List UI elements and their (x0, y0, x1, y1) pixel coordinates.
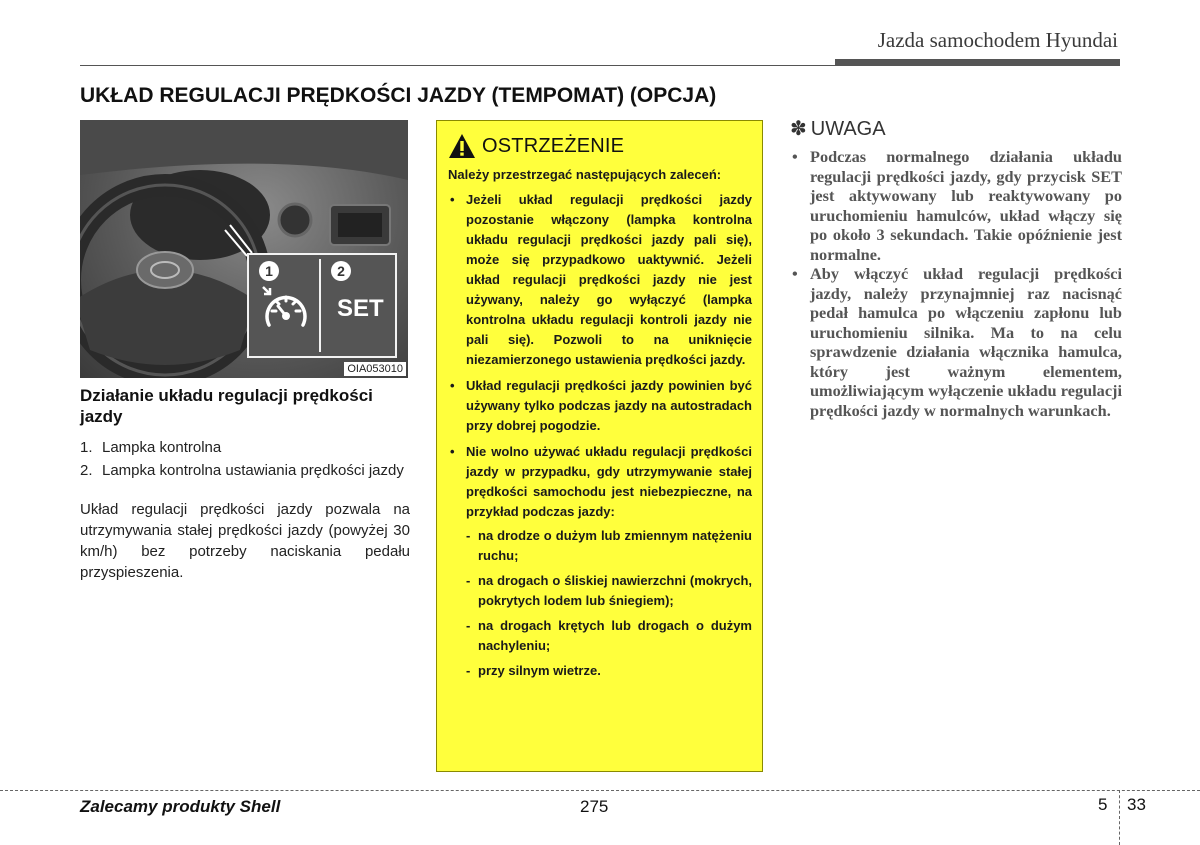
bullet-dot: • (450, 192, 455, 207)
warning-item (448, 442, 752, 681)
bullet-dot: • (792, 147, 798, 166)
bullet-dot: • (450, 444, 455, 459)
warning-item (448, 376, 752, 436)
note-title: UWAGA (810, 118, 886, 140)
set-indicator-label: SET (337, 295, 384, 322)
cruise-control-icon (261, 285, 311, 335)
footer-vertical-divider (1119, 790, 1120, 845)
warning-subitem: - na drogach krętych lub drogach o dużym nachyleniu; (466, 618, 752, 653)
legend-text: Lampka kontrolna (102, 439, 222, 456)
warning-subitem-text: na drogach krętych lub drogach o dużym nachyleniu; (478, 618, 752, 653)
warning-item-text: Jeżeli układ regulacji prędkości jazdy pozostanie włączony (lampka kontrolna układu regulacji prędkości jazdy pali się), może się przypadkowo uaktywnić. Jeżeli układ regulacji prędkości jazdy nie jest używany, należy go wyłączyć (lampka kontrolna układu regulacji kontroli jazdy nie pali się). Pozwoli to na uniknięcie niezamierzonego ustawienia prędkości jazdy. (466, 192, 752, 367)
legend-number: 1. (80, 439, 93, 456)
warning-intro: Należy przestrzegać następujących zaleceń: (448, 167, 722, 182)
callout-2-badge (331, 261, 351, 281)
legend-number: 2. (80, 462, 93, 479)
warning-subitem: - na drodze o dużym lub zmiennym natężeniu ruchu; (466, 528, 752, 563)
warning-subitem: - na drogach o śliskiej nawierzchni (mokrych, pokrytych lodem lub śniegiem); (466, 573, 752, 608)
note-star-icon: ✽ (790, 118, 807, 140)
legend-item (80, 460, 410, 481)
warning-subitem-text: na drogach o śliskiej nawierzchni (mokrych, pokrytych lodem lub śniegiem); (478, 573, 752, 608)
figure-heading: Działanie układu regulacji prędkości jazdy (80, 386, 373, 426)
note-item (790, 264, 1122, 420)
warning-box (436, 120, 763, 772)
warning-item (448, 190, 752, 370)
warning-triangle-icon (448, 133, 476, 159)
header-accent-bar (835, 59, 1120, 66)
callout-1-number: 1 (265, 263, 273, 279)
footer-sponsor-text: Zalecamy produkty Shell (80, 797, 281, 816)
warning-title: OSTRZEŻENIE (482, 134, 625, 157)
callout-1-badge (259, 261, 279, 281)
legend-item (80, 437, 410, 458)
cluster-inset (247, 253, 397, 358)
warning-item-text: Układ regulacji prędkości jazdy powinien być używany tylko podczas jazdy na autostradach przy dobrej pogodzie. (466, 378, 752, 433)
warning-subitem: - przy silnym wietrze. (466, 663, 601, 678)
note-item (790, 147, 1122, 264)
left-column (80, 385, 410, 583)
warning-subitem-text: przy silnym wietrze. (478, 663, 601, 678)
warning-subitem-text: na drodze o dużym lub zmiennym natężeniu ruchu; (478, 528, 752, 563)
legend-text: Lampka kontrolna ustawiania prędkości jazdy (102, 462, 404, 479)
inset-divider (319, 259, 321, 352)
figure-legend (80, 437, 410, 481)
section-title: UKŁAD REGULACJI PRĘDKOŚCI JAZDY (TEMPOMAT) (OPCJA) (80, 84, 717, 107)
callout-2-number: 2 (337, 263, 345, 279)
bullet-dot: • (450, 378, 455, 393)
note-list (790, 147, 1122, 420)
warning-body (448, 165, 752, 681)
description-paragraph: Układ regulacji prędkości jazdy pozwala na utrzymywania stałej prędkości jazdy (powyżej 30 km/h) bez potrzeby naciskania pedału przyspieszenia. (80, 501, 410, 581)
note-box (790, 116, 1122, 420)
warning-item-text: Nie wolno używać układu regulacji prędkości jazdy w przypadku, gdy utrzymywanie stałej prędkości samochodu jest niebezpieczne, na przykład podczas jazdy: (466, 444, 752, 519)
chapter-header-title: Jazda samochodem Hyundai (877, 28, 1118, 52)
footer-page-number: 275 (580, 797, 609, 816)
footer-chapter-page: 33 (1127, 795, 1146, 814)
bullet-dot: • (792, 264, 798, 283)
warning-sublist (466, 526, 752, 681)
note-header (790, 116, 1122, 141)
note-item-text: Aby włączyć układ regulacji prędkości jazdy, należy przynajmniej raz nacisnąć pedał hamulca po włączeniu zapłonu lub uruchomieniu silnika. Ma to na celu sprawdzenie działania włącznika hamulca, który jest ważnym elementem, umożliwiającym wyłączenie układu regulacji prędkości jazdy w normalnych warunkach. (810, 264, 1122, 420)
dashboard-photo (80, 120, 408, 378)
footer-divider (0, 790, 1200, 791)
note-item-text: Podczas normalnego działania układu regulacji prędkości jazdy, gdy przycisk SET jest aktywowany lub reaktywowany po uruchomieniu hamulców, układ włączy się po około 3 sekundach. Takie opóźnienie jest normalne. (810, 147, 1122, 264)
footer-chapter-number: 5 (1098, 795, 1108, 814)
figure-code: OIA053010 (344, 362, 406, 376)
warning-header (448, 133, 752, 159)
warning-list (448, 190, 752, 681)
